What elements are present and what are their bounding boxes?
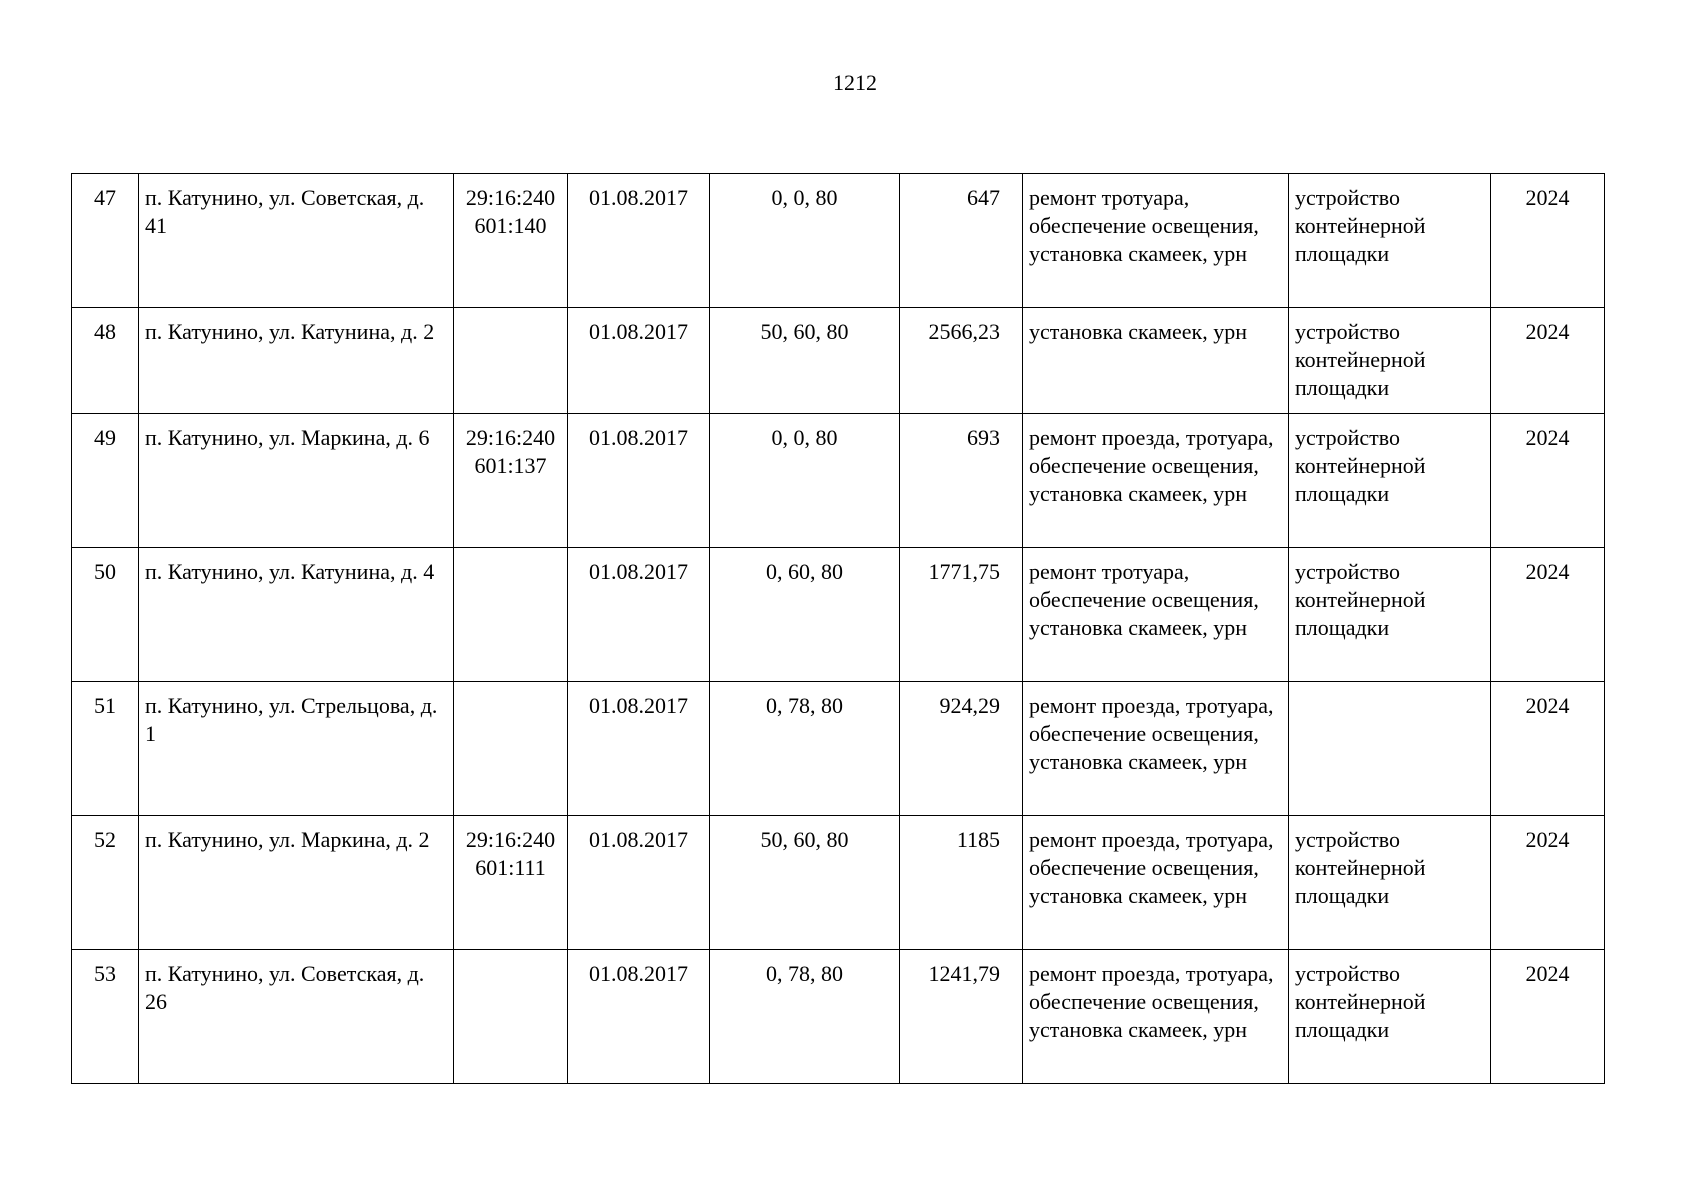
table-row: [72, 548, 1605, 682]
row-number: 50: [72, 548, 139, 682]
table-row: [72, 414, 1605, 548]
table-row: [72, 682, 1605, 816]
additional-works-cell: [1289, 682, 1491, 816]
year-cell: 2024: [1491, 308, 1605, 414]
cadastral-cell: 29:16:240 601:111: [454, 816, 568, 950]
values-cell: 0, 0, 80: [710, 414, 900, 548]
page-number: 1212: [833, 70, 877, 95]
area-cell: 647: [900, 174, 1023, 308]
date-cell: 01.08.2017: [568, 816, 710, 950]
address-cell: п. Катунино, ул. Катунина, д. 2: [139, 308, 454, 414]
improvement-table: [71, 173, 1605, 1084]
row-number: 47: [72, 174, 139, 308]
cadastral-cell: 29:16:240 601:137: [454, 414, 568, 548]
year-cell: 2024: [1491, 548, 1605, 682]
area-cell: 693: [900, 414, 1023, 548]
works-cell: ремонт тротуара, обеспечение освещения, установка скамеек, урн: [1023, 548, 1289, 682]
cadastral-cell: [454, 682, 568, 816]
table-row: [72, 174, 1605, 308]
area-cell: 1241,79: [900, 950, 1023, 1084]
year-cell: 2024: [1491, 816, 1605, 950]
date-cell: 01.08.2017: [568, 682, 710, 816]
additional-works-cell: устройство контейнерной площадки: [1289, 174, 1491, 308]
date-cell: 01.08.2017: [568, 308, 710, 414]
address-cell: п. Катунино, ул. Маркина, д. 6: [139, 414, 454, 548]
address-cell: п. Катунино, ул. Стрельцова, д. 1: [139, 682, 454, 816]
table-row: [72, 950, 1605, 1084]
year-cell: 2024: [1491, 414, 1605, 548]
row-number: 48: [72, 308, 139, 414]
values-cell: 0, 60, 80: [710, 548, 900, 682]
works-cell: установка скамеек, урн: [1023, 308, 1289, 414]
area-cell: 2566,23: [900, 308, 1023, 414]
row-number: 51: [72, 682, 139, 816]
works-cell: ремонт проезда, тротуара, обеспечение освещения, установка скамеек, урн: [1023, 816, 1289, 950]
works-cell: ремонт проезда, тротуара, обеспечение освещения, установка скамеек, урн: [1023, 414, 1289, 548]
date-cell: 01.08.2017: [568, 174, 710, 308]
area-cell: 1771,75: [900, 548, 1023, 682]
values-cell: 50, 60, 80: [710, 816, 900, 950]
date-cell: 01.08.2017: [568, 950, 710, 1084]
additional-works-cell: устройство контейнерной площадки: [1289, 816, 1491, 950]
values-cell: 50, 60, 80: [710, 308, 900, 414]
cadastral-cell: [454, 548, 568, 682]
year-cell: 2024: [1491, 682, 1605, 816]
additional-works-cell: устройство контейнерной площадки: [1289, 950, 1491, 1084]
additional-works-cell: устройство контейнерной площадки: [1289, 414, 1491, 548]
address-cell: п. Катунино, ул. Маркина, д. 2: [139, 816, 454, 950]
row-number: 53: [72, 950, 139, 1084]
area-cell: 924,29: [900, 682, 1023, 816]
additional-works-cell: устройство контейнерной площадки: [1289, 308, 1491, 414]
address-cell: п. Катунино, ул. Советская, д. 41: [139, 174, 454, 308]
year-cell: 2024: [1491, 950, 1605, 1084]
cadastral-cell: 29:16:240 601:140: [454, 174, 568, 308]
row-number: 49: [72, 414, 139, 548]
works-cell: ремонт проезда, тротуара, обеспечение освещения, установка скамеек, урн: [1023, 950, 1289, 1084]
values-cell: 0, 78, 80: [710, 682, 900, 816]
date-cell: 01.08.2017: [568, 414, 710, 548]
cadastral-cell: [454, 308, 568, 414]
table-row: [72, 816, 1605, 950]
row-number: 52: [72, 816, 139, 950]
works-cell: ремонт тротуара, обеспечение освещения, установка скамеек, урн: [1023, 174, 1289, 308]
area-cell: 1185: [900, 816, 1023, 950]
cadastral-cell: [454, 950, 568, 1084]
address-cell: п. Катунино, ул. Советская, д. 26: [139, 950, 454, 1084]
values-cell: 0, 78, 80: [710, 950, 900, 1084]
year-cell: 2024: [1491, 174, 1605, 308]
date-cell: 01.08.2017: [568, 548, 710, 682]
additional-works-cell: устройство контейнерной площадки: [1289, 548, 1491, 682]
works-cell: ремонт проезда, тротуара, обеспечение освещения, установка скамеек, урн: [1023, 682, 1289, 816]
values-cell: 0, 0, 80: [710, 174, 900, 308]
table-row: [72, 308, 1605, 414]
address-cell: п. Катунино, ул. Катунина, д. 4: [139, 548, 454, 682]
